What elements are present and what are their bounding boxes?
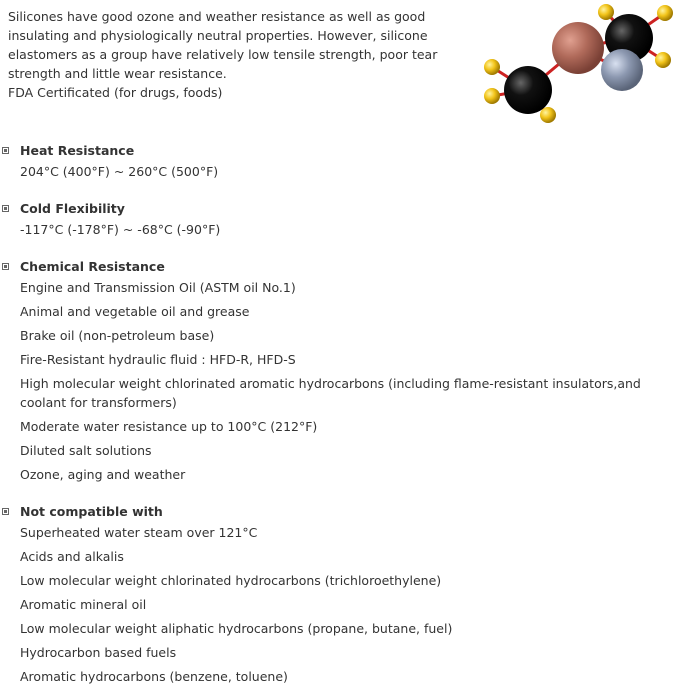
section-chemical-resistance [0,258,680,489]
list-item: Animal and vegetable oil and grease [20,304,250,319]
list-item: Low molecular weight aliphatic hydrocarbons (propane, butane, fuel) [20,621,453,636]
section-header [0,200,680,220]
list-item: 204°C (400°F) ~ 260°C (500°F) [20,164,219,179]
list-item: High molecular weight chlorinated aromatic hydrocarbons (including flame-resistant insulators,and coolant for transformers) [20,376,641,410]
list-item: Acids and alkalis [20,549,124,564]
intro-line: FDA Certificated (for drugs, foods) [8,85,223,100]
list-item: Low molecular weight chlorinated hydrocarbons (trichloroethylene) [20,573,442,588]
section-title: Cold Flexibility [20,201,125,216]
section-cold-flexibility [0,200,680,244]
list-item: Ozone, aging and weather [20,467,186,482]
section-header [0,258,680,278]
list-item: Aromatic hydrocarbons (benzene, toluene) [20,669,288,684]
molecule-model-icon [475,0,680,130]
section-title: Chemical Resistance [20,259,165,274]
section-heat-resistance [0,142,680,186]
intro-line: strength and little wear resistance. [8,66,227,81]
list-item: -117°C (-178°F) ~ -68°C (-90°F) [20,222,221,237]
section-title: Not compatible with [20,504,163,519]
intro-line: Silicones have good ozone and weather resistance as well as good [8,9,426,24]
section-title: Heat Resistance [20,143,135,158]
list-item: Diluted salt solutions [20,443,152,458]
list-item: Fire-Resistant hydraulic fluid : HFD-R, HFD-S [20,352,296,367]
list-item: Brake oil (non-petroleum base) [20,328,215,343]
list-item: Hydrocarbon based fuels [20,645,177,660]
section-not-compatible [0,503,680,691]
list-item: Aromatic mineral oil [20,597,147,612]
list-item: Superheated water steam over 121°C [20,525,258,540]
square-bullet-icon [2,205,9,212]
square-bullet-icon [2,147,9,154]
intro-line: elastomers as a group have relatively low tensile strength, poor tear [8,47,438,62]
section-header [0,503,680,523]
list-item: Moderate water resistance up to 100°C (212°F) [20,419,318,434]
intro-paragraph [8,7,458,102]
square-bullet-icon [2,508,9,515]
intro-line: insulating and physiologically neutral properties. However, silicone [8,28,428,43]
section-header [0,142,680,162]
square-bullet-icon [2,263,9,270]
list-item: Engine and Transmission Oil (ASTM oil No.1) [20,280,296,295]
